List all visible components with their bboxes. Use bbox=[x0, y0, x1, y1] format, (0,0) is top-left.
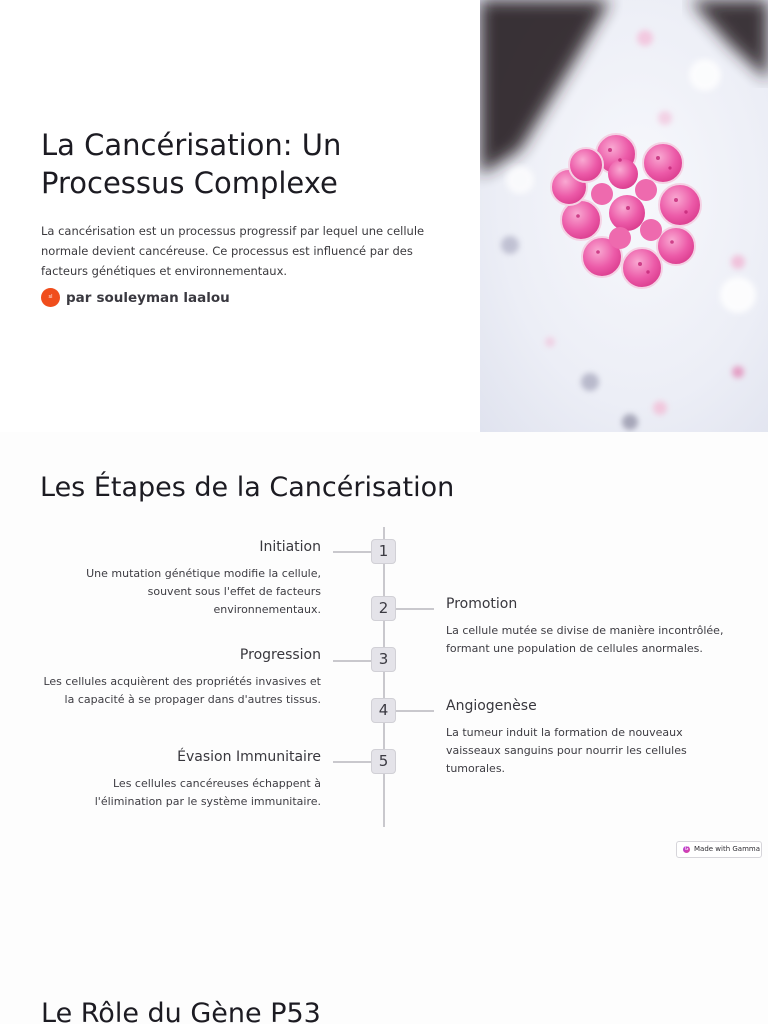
author-line[interactable] bbox=[41, 288, 230, 307]
step-title: Angiogenèse bbox=[446, 698, 537, 714]
step-number-2: 2 bbox=[371, 596, 396, 621]
author-name: souleyman laalou bbox=[96, 289, 230, 306]
step-angiogenese bbox=[446, 697, 726, 778]
step-title: Progression bbox=[239, 647, 321, 663]
connector-3 bbox=[333, 660, 371, 662]
step-promotion bbox=[446, 595, 726, 658]
step-description: La cellule mutée se divise de manière incontrôlée, formant une population de cellules anormales. bbox=[446, 624, 724, 655]
step-initiation bbox=[40, 538, 321, 619]
hero-section bbox=[0, 0, 768, 432]
step-number-3: 3 bbox=[371, 647, 396, 672]
connector-2 bbox=[396, 608, 434, 610]
step-title: Promotion bbox=[446, 596, 518, 612]
step-description: Les cellules cancéreuses échappent à l'élimination par le système immunitaire. bbox=[94, 777, 321, 808]
step-number-1: 1 bbox=[371, 539, 396, 564]
hero-image bbox=[480, 0, 768, 432]
author-prefix: par bbox=[66, 289, 92, 306]
hero-description: La cancérisation est un processus progressif par lequel une cellule normale devient cancéreuse. Ce processus est influencé par des facteurs génétiques et environnementaux. bbox=[41, 224, 425, 278]
step-title: Initiation bbox=[259, 539, 321, 555]
connector-4 bbox=[396, 710, 434, 712]
made-with-gamma-badge[interactable] bbox=[676, 841, 762, 858]
connector-1 bbox=[333, 551, 371, 553]
timeline-line bbox=[383, 527, 385, 827]
avatar: sl bbox=[41, 288, 60, 307]
step-progression bbox=[40, 646, 321, 709]
step-number-4: 4 bbox=[371, 698, 396, 723]
page-title: La Cancérisation: Un Processus Complexe bbox=[41, 128, 342, 200]
step-description: Une mutation génétique modifie la cellule, souvent sous l'effet de facteurs environnementaux. bbox=[86, 567, 321, 616]
cell-cluster-icon bbox=[480, 0, 768, 432]
connector-5 bbox=[333, 761, 371, 763]
steps-section-title: Les Étapes de la Cancérisation bbox=[40, 472, 455, 503]
step-description: La tumeur induit la formation de nouveaux vaisseaux sanguins pour nourrir les cellules tumorales. bbox=[446, 726, 687, 775]
next-section-title: Le Rôle du Gène P53 bbox=[41, 998, 321, 1024]
step-description: Les cellules acquièrent des propriétés invasives et la capacité à se propager dans d'autres tissus. bbox=[43, 675, 321, 706]
step-evasion-immunitaire bbox=[40, 748, 321, 811]
badge-label: Made with Gamma bbox=[694, 845, 761, 853]
step-number-5: 5 bbox=[371, 749, 396, 774]
step-title: Évasion Immunitaire bbox=[177, 749, 321, 765]
gamma-logo-icon: G bbox=[684, 846, 689, 852]
